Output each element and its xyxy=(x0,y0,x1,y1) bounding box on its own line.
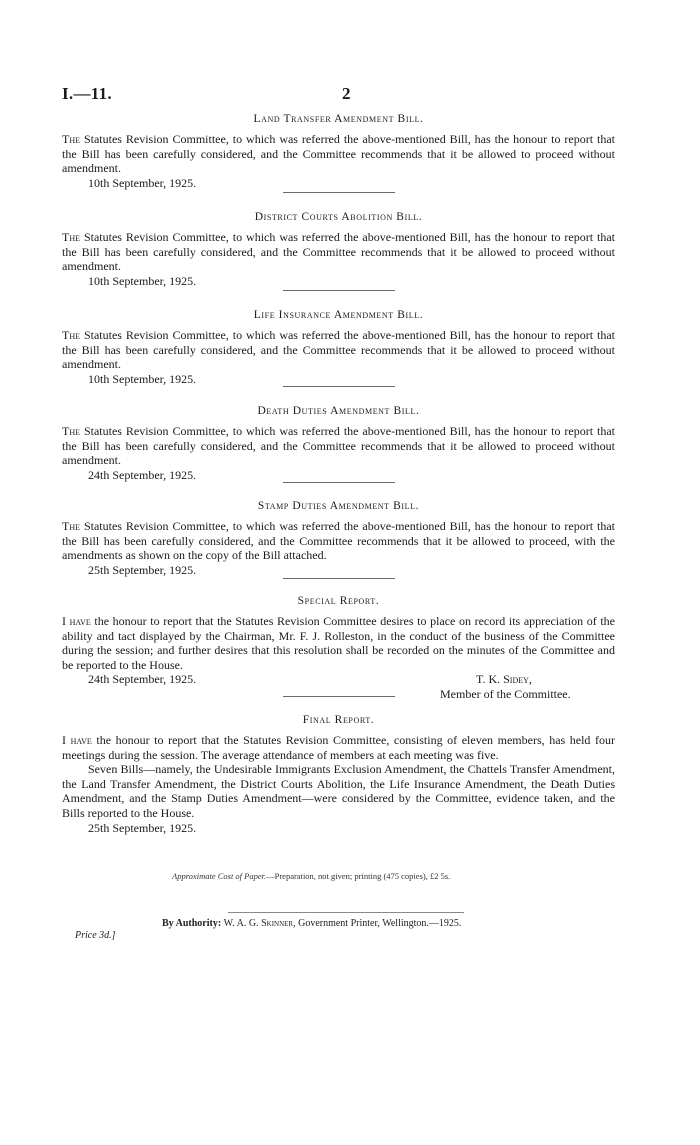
section-body xyxy=(62,328,615,372)
cost-text: —Preparation, not given; printing (475 copies), £2 5s. xyxy=(266,871,451,881)
divider-rule xyxy=(283,482,395,483)
section-text: Statutes Revision Committee, to which was referred the above-mentioned Bill, has the honour to report that the Bill has been carefully considered, and the Committee recommends that it be allowed to proceed, with the amendments as shown on the copy of the Bill attached. xyxy=(62,519,615,563)
special-report-text: the honour to report that the Statutes Revision Committee desires to place on record its appreciation of the ability and tact displayed by the Chairman, Mr. F. J. Rolleston, in the conduct of the business of the Committee during the session; and further desires that this resolution shall be recorded on the minutes of the Committee and be reported to the House. xyxy=(62,614,615,672)
signer-title: Member of the Committee. xyxy=(440,687,571,702)
report-death-duties xyxy=(62,404,615,482)
final-report-text: the honour to report that the Statutes Revision Committee, consisting of eleven members, has held four meetings during the session. The average attendance of members at each meeting was five. xyxy=(62,733,616,762)
section-text: Statutes Revision Committee, to which was referred the above-mentioned Bill, has the honour to report that the Bill has been carefully considered, and the Committee recommends that it be allowed to proceed without amendment. xyxy=(62,424,615,468)
cost-label: Approximate Cost of Paper. xyxy=(172,871,267,881)
section-lead: The xyxy=(62,132,80,146)
section-body xyxy=(62,424,615,468)
final-report-heading: Final Report. xyxy=(302,714,375,726)
report-life-insurance xyxy=(62,308,615,386)
price-note: Price 3d.] xyxy=(75,930,116,941)
footer-rule xyxy=(228,912,464,913)
final-report-para-1 xyxy=(62,733,615,762)
section-date: 10th September, 1925. xyxy=(88,371,197,386)
authority-label: By Authority: xyxy=(162,918,222,929)
authority-text: Government Printer, Wellington.—1925. xyxy=(295,918,462,929)
special-report-lead: I have xyxy=(62,614,91,628)
special-report-date: 24th September, 1925. xyxy=(88,672,197,687)
section-heading: Death Duties Amendment Bill. xyxy=(257,405,420,417)
page-header xyxy=(62,84,652,106)
final-report-lead: I have xyxy=(62,733,92,747)
section-heading: Land Transfer Amendment Bill. xyxy=(253,113,424,125)
document-reference: I.—11. xyxy=(62,84,112,103)
section-heading: District Courts Abolition Bill. xyxy=(254,211,423,223)
printer-authority xyxy=(162,918,461,929)
special-report-sign-row xyxy=(62,672,615,687)
divider-rule xyxy=(283,696,395,697)
divider-rule xyxy=(283,578,395,579)
report-land-transfer xyxy=(62,112,615,190)
report-district-courts xyxy=(62,210,615,288)
section-date: 10th September, 1925. xyxy=(88,273,197,288)
section-text: Statutes Revision Committee, to which was referred the above-mentioned Bill, has the honour to report that the Bill has been carefully considered, and the Committee recommends that it be allowed to proceed without amendment. xyxy=(62,132,615,176)
section-lead: The xyxy=(62,424,80,438)
section-body xyxy=(62,132,615,176)
section-lead: The xyxy=(62,328,80,342)
section-date: 24th September, 1925. xyxy=(88,467,197,482)
divider-rule xyxy=(283,192,395,193)
divider-rule xyxy=(283,290,395,291)
cost-note xyxy=(172,871,450,881)
page-number: 2 xyxy=(342,84,351,103)
printer-name: W. A. G. Skinner, xyxy=(223,918,296,929)
signer-name: T. K. Sidey, xyxy=(476,672,532,687)
final-report-para-2: Seven Bills—namely, the Undesirable Immigrants Exclusion Amendment, the Chattels Transfer Amendment, the Land Transfer Amendment, the District Courts Abolition, the Life Insurance Amendment, the Death Duties Amendment, and the Stamp Duties Amendment—were considered by the Committee, evidence taken, and the Bills reported to the House. xyxy=(62,762,615,820)
final-report-date: 25th September, 1925. xyxy=(88,820,197,835)
section-heading: Life Insurance Amendment Bill. xyxy=(253,309,424,321)
section-lead: The xyxy=(62,230,80,244)
section-date: 10th September, 1925. xyxy=(88,175,197,190)
final-report xyxy=(62,713,615,835)
section-body xyxy=(62,519,615,563)
section-heading: Stamp Duties Amendment Bill. xyxy=(257,500,420,512)
report-stamp-duties xyxy=(62,499,615,577)
special-report-heading: Special Report. xyxy=(297,595,380,607)
section-body xyxy=(62,230,615,274)
special-report xyxy=(62,594,615,702)
section-date: 25th September, 1925. xyxy=(88,562,197,577)
section-lead: The xyxy=(62,519,80,533)
divider-rule xyxy=(283,386,395,387)
section-text: Statutes Revision Committee, to which was referred the above-mentioned Bill, has the honour to report that the Bill has been carefully considered, and the Committee recommends that it be allowed to proceed without amendment. xyxy=(62,328,615,372)
special-report-body xyxy=(62,614,615,672)
section-text: Statutes Revision Committee, to which was referred the above-mentioned Bill, has the honour to report that the Bill has been carefully considered, and the Committee recommends that it be allowed to proceed without amendment. xyxy=(62,230,615,274)
